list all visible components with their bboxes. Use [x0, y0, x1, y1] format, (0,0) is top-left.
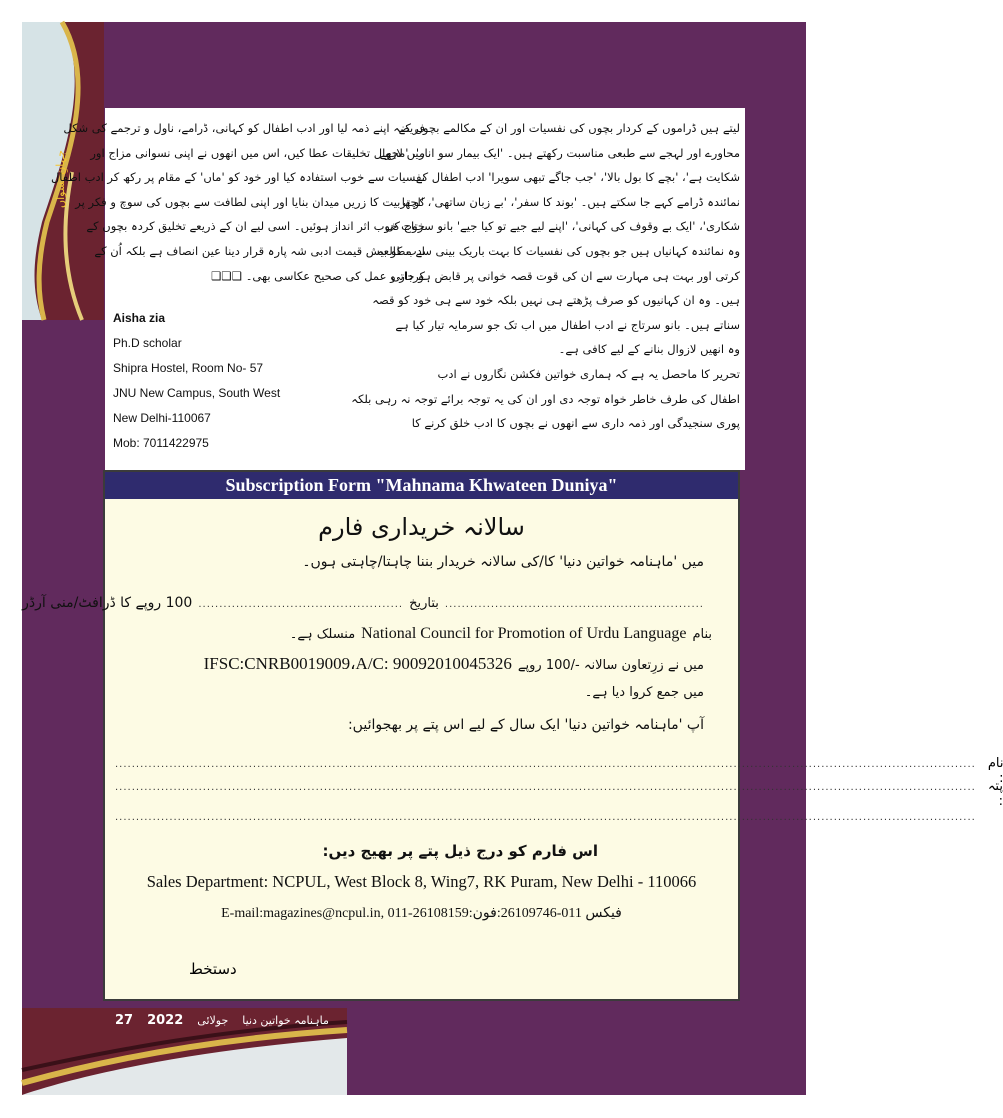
address-field-2[interactable]: ..............................................................................................................................................................................................................	[115, 812, 976, 823]
form-line-4	[204, 654, 704, 674]
article-column-right	[351, 116, 740, 436]
article-line: نمائندہ ڈرامے کہے جا سکتے ہیں۔ 'بوند کا سفر'، 'بے زبان ساتھی'، 'اچھا	[401, 194, 740, 209]
draft-label: 100 روپے کا ڈرافٹ/منی آرڈر	[22, 595, 193, 611]
line4-urdu: میں نے زرِتعاون سالانہ -/100 روپے	[517, 658, 704, 673]
article-line: میں لازوال تخلیقات عطا کیں، اس میں انھوں نے اپنی نسوانی مزاج اور	[90, 145, 425, 160]
form-line-1: میں 'ماہنامہ خواتین دنیا' کا/کی سالانہ خریدار بننا چاہتا/چاہتی ہوں۔	[302, 554, 704, 570]
address-field[interactable]: ..............................................................................................................................................................................................................	[115, 782, 976, 793]
form-line-7: اس فارم کو درج ذیل پتے پر بھیج دیں:	[322, 842, 598, 860]
article-line: ادب کو بیش قیمت ادبی شہ پارہ قرار دینا عین انصاف ہے بلکہ اُن کے	[94, 243, 425, 258]
article-line: نفسیات سے خوب استفادہ کیا اور خود کو 'ماں' کے مقام پر رکھ کر ادب اطفال	[50, 170, 425, 185]
form-line-2	[22, 595, 704, 611]
article-line: کو تربیت کا زریں میدان بنایا اور اپنی لطافت سے بچوں کی سوچ و فکر پر	[75, 194, 425, 209]
form-header: Subscription Form "Mahnama Khwateen Duniya"	[105, 472, 738, 499]
page-footer	[115, 1013, 329, 1028]
sales-address: Sales Department: NCPUL, West Block 8, Wing7, RK Puram, New Delhi - 110066	[146, 872, 697, 891]
author-title: Ph.D scholar	[113, 336, 182, 350]
fax-label: فیکس	[585, 906, 622, 921]
phone-label: فون	[472, 906, 497, 921]
address-field-row	[115, 779, 1003, 809]
form-line-3	[290, 625, 712, 643]
date-field[interactable]: ..............................................................	[444, 599, 704, 610]
email-fax: E-mail:magazines@ncpul.in, 011-26108159:	[221, 906, 473, 921]
article-line: کردار و عمل کی صحیح عکاسی بھی۔ ❑❑❑	[211, 268, 425, 283]
name-label: نام	[987, 756, 1003, 771]
article-line: تحریر کا ماحصل یہ ہے کہ ہماری خواتین فکشن نگاروں نے ادب	[437, 366, 740, 381]
phone: 011-26109746:	[496, 906, 582, 921]
date-label: بتاریخ	[409, 596, 439, 611]
article-line: کرتی اور بہت ہی مہارت سے ان کی قوت قصہ خوانی پر قابض ہو جاتی	[391, 268, 740, 283]
article-line: سناتے ہیں۔ بانو سرتاج نے ادب اطفال میں اب تک جو سرمایہ تیار کیا ہے	[395, 317, 740, 332]
article-line: پوری سنجیدگی اور ذمہ داری سے انھوں نے بچوں کا ادب خلق کرنے کا	[411, 416, 740, 431]
article-line: ہیں۔ وہ ان کہانیوں کو صرف پڑھتے ہی نہیں بلکہ خود سے ہی خود کو قصہ	[372, 293, 740, 308]
contact-line	[105, 905, 738, 922]
name-field[interactable]: ..............................................................................................................................................................................................................	[115, 759, 976, 770]
signature-label: دستخط	[189, 960, 237, 978]
article-line: محاورے اور لہجے سے طبعی مناسبت رکھتے ہیں۔ 'ایک بیمار سو انار'، 'مجھے	[379, 145, 740, 160]
form-line-6: آپ 'ماہنامہ خواتین دنیا' ایک سال کے لیے اس پتے پر بھجوائیں:	[347, 717, 704, 733]
form-title: سالانہ خریداری فارم	[318, 513, 525, 541]
line3-suffix: منسلک ہے۔	[289, 627, 356, 642]
article-line: شکاری'، 'ایک بے وقوف کی کہانی'، 'اپنے لیے جیے تو کیا جیے' بانو سرتاج کی	[384, 219, 740, 234]
article-line: لیتے ہیں ڈراموں کے کردار بچوں کی نفسیات اور ان کے مکالمے بچوں کے	[398, 121, 740, 135]
page-number: 27	[115, 1013, 134, 1028]
author-mobile: Mob: 7011422975	[113, 436, 209, 450]
draft-field[interactable]: .................................................	[198, 599, 404, 610]
article-line: وہ انھیں لازوال بنانے کے لیے کافی ہے۔	[558, 342, 740, 357]
article-line: وہ نمائندہ کہانیاں ہیں جو بچوں کی نفسیات کا بہت باریک بینی سے مطالعہ	[376, 243, 740, 258]
article-line: اطفال کی طرف خاطر خواہ توجہ دی اور ان کی یہ توجہ برائے توجہ نہ رہی بلکہ	[351, 391, 740, 406]
line3-prefix: بنام	[692, 627, 712, 642]
issue-month: جولائی	[197, 1014, 229, 1027]
article-line: شکایت ہے'، 'بچے کا بول بالا'، 'جب جاگے تبھی سویرا' ادب اطفال کے	[415, 170, 740, 185]
subscription-form	[22, 470, 1003, 1001]
author-name: Aisha zia	[113, 311, 166, 325]
address-label: پتہ :	[987, 779, 1003, 809]
author-address-1: Shipra Hostel, Room No- 57	[113, 361, 264, 375]
issue-year: 2022	[147, 1013, 184, 1028]
article-line: خوب خوب اثر انداز ہوئیں۔ اسی لیے ان کے ذریعے تخلیق کردہ بچوں کے	[86, 219, 425, 234]
author-address-2: JNU New Campus, South West	[113, 386, 281, 400]
form-line-5: میں جمع کروا دیا ہے۔	[584, 685, 704, 700]
bank-details: IFSC:CNRB0019009،A/C: 90092010045326	[203, 654, 512, 673]
section-label: جہانِ نسواں	[54, 150, 67, 208]
author-info	[113, 306, 280, 456]
address-field-row-2	[115, 812, 976, 823]
author-address-3: New Delhi-110067	[113, 411, 211, 425]
article-line: فریضہ اپنے ذمہ لیا اور ادب اطفال کو کہانی، ڈرامے، ناول و ترجمے کی شکل	[63, 121, 425, 135]
magazine-name: ماہنامہ خواتین دنیا	[242, 1014, 329, 1027]
payee-name: National Council for Promotion of Urdu Language	[361, 625, 687, 642]
